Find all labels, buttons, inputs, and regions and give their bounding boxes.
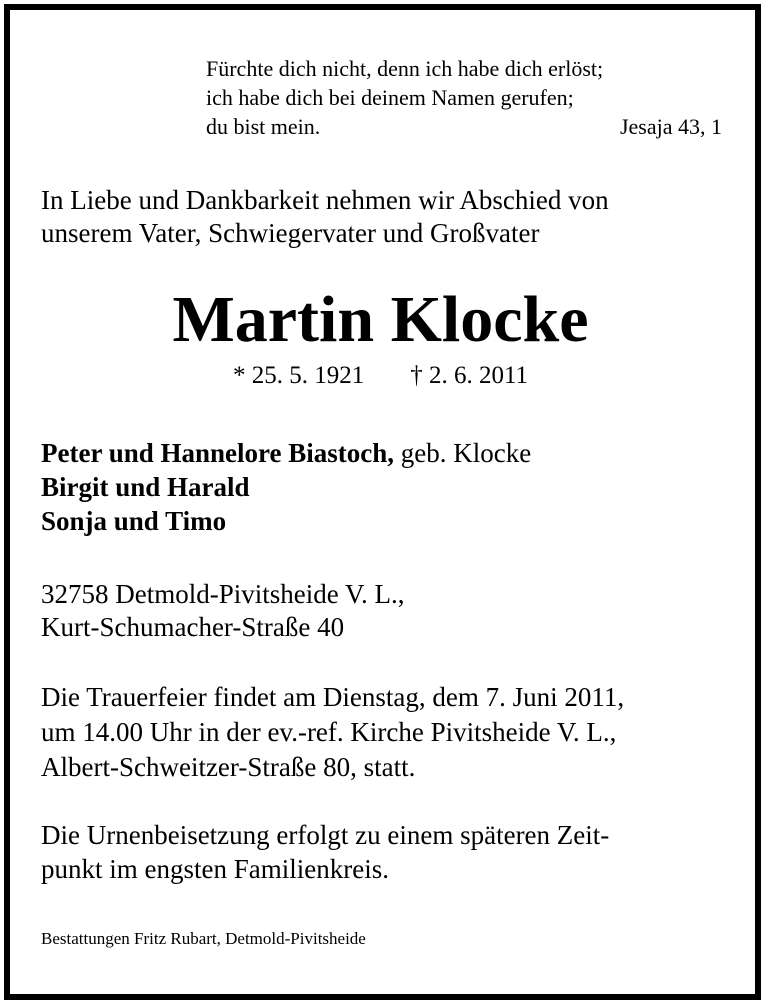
ceremony-line-1: Die Trauerfeier findet am Dienstag, dem 7. Juni 2011,	[41, 682, 625, 712]
intro-line-1: In Liebe und Dankbarkeit nehmen wir Abschied von	[41, 185, 609, 215]
verse-line-2: ich habe dich bei deinem Namen gerufen;	[206, 85, 574, 110]
mourner-row-3: Sonja und Timo	[41, 506, 227, 536]
birth-date: * 25. 5. 1921	[232, 362, 365, 389]
urn-line-1: Die Urnenbeisetzung erfolgt zu einem späteren Zeit-	[41, 820, 610, 850]
address-line-1: 32758 Detmold-Pivitsheide V. L.,	[41, 579, 405, 609]
ceremony-line-2: um 14.00 Uhr in der ev.-ref. Kirche Pivitsheide V. L.,	[41, 717, 617, 747]
life-dates	[0, 360, 761, 392]
ceremony-line-3: Albert-Schweitzer-Straße 80, statt.	[41, 752, 416, 782]
bible-verse	[206, 54, 722, 141]
mourner-name-1: Peter und Hannelore Biastoch,	[41, 438, 395, 468]
address-line-2: Kurt-Schumacher-Straße 40	[41, 612, 345, 642]
family-address	[41, 578, 731, 644]
verse-line-3-row	[206, 112, 722, 141]
verse-reference: Jesaja 43, 1	[619, 114, 722, 139]
verse-line-3: du bist mein.	[206, 114, 321, 139]
urn-line-2: punkt im engsten Familienkreis.	[41, 854, 389, 884]
intro-line-2: unserem Vater, Schwiegervater und Großvater	[41, 218, 540, 248]
death-date: † 2. 6. 2011	[410, 362, 529, 389]
mourners-list	[41, 436, 731, 538]
deceased-name: Martin Klocke	[172, 283, 589, 356]
funeral-service-info	[41, 680, 731, 785]
urn-burial-info	[41, 818, 731, 886]
undertaker-credit: Bestattungen Fritz Rubart, Detmold-Pivitsheide	[41, 929, 366, 948]
intro-text	[41, 184, 731, 250]
mourner-row-2: Birgit und Harald	[41, 472, 250, 502]
mourner-note-1: geb. Klocke	[394, 438, 532, 468]
verse-line-1: Fürchte dich nicht, denn ich habe dich erlöst;	[206, 56, 604, 81]
mourner-row-1	[41, 436, 731, 470]
